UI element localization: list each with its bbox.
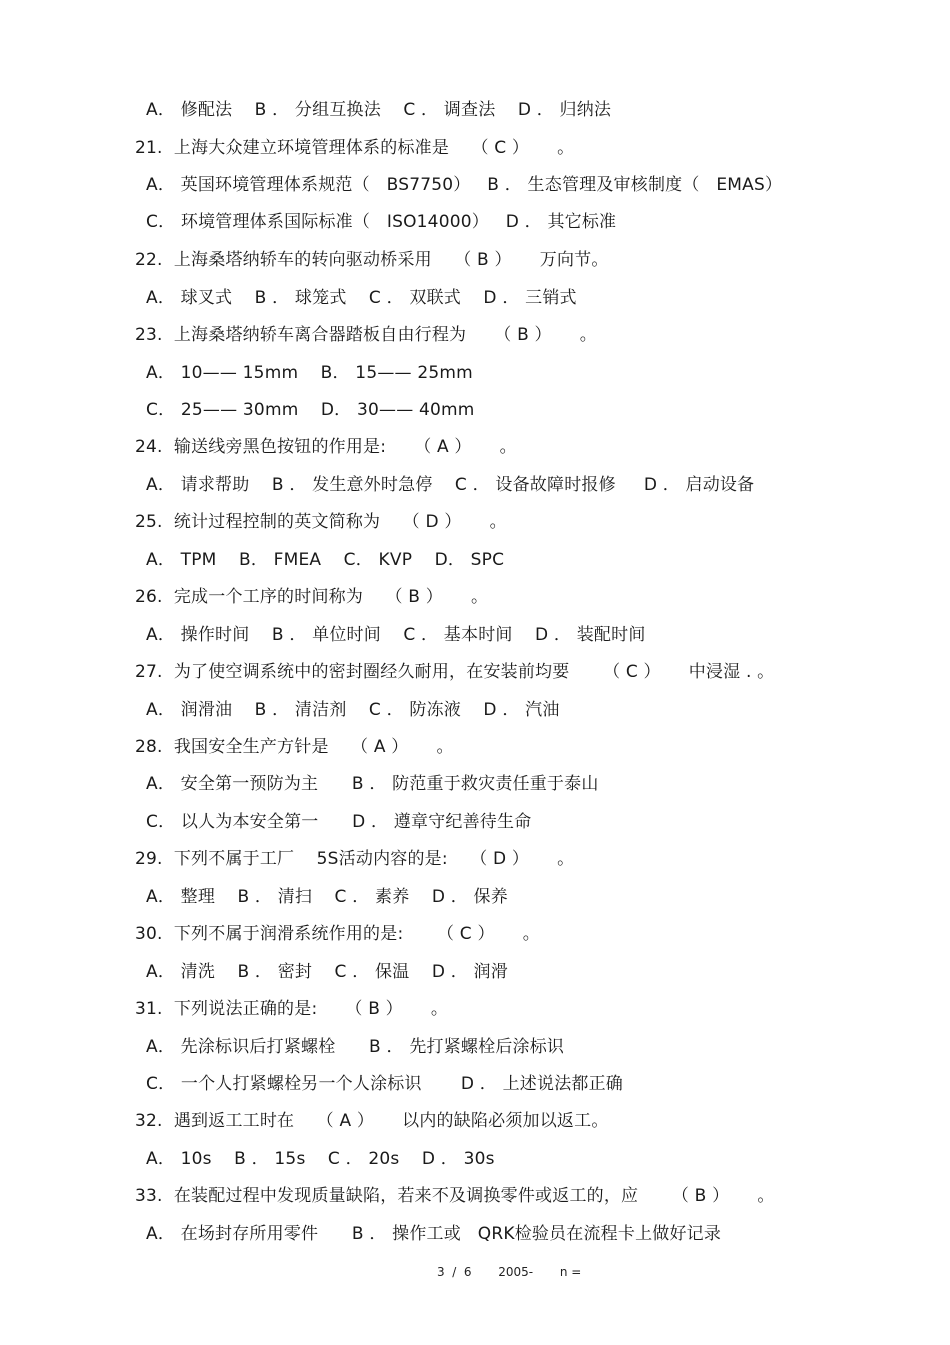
answer-options-21a: A． 英国环境管理体系规范（ BS7750） B ． 生态管理及审核制度（ EMAS） [146,175,783,195]
question-33: 33. 在装配过程中发现质量缺陷，若来不及调换零件或返工的，应 （ B ） 。 [135,1186,775,1206]
answer-options-25: A． TPM B． FMEA C． KVP D． SPC [146,550,505,570]
answer-options-28a: A． 安全第一预防为主 B ． 防范重于救灾责任重于泰山 [146,774,599,794]
answer-options-32: A． 10s B ． 15s C ． 20s D ． 30s [146,1149,495,1169]
answer-options-29: A． 整理 B ． 清扫 C ． 素养 D ． 保养 [146,887,508,907]
answer-options-33: A． 在场封存所用零件 B ． 操作工或 QRK检验员在流程卡上做好记录 [146,1224,722,1244]
answer-options-23b: C． 25—— 30mm D． 30—— 40mm [146,400,475,420]
answer-options-21b: C． 环境管理体系国际标准（ ISO14000） D ． 其它标准 [146,212,617,232]
question-29: 29. 下列不属于工厂 5S活动内容的是: （ D ） 。 [135,849,575,869]
answer-options-20: A． 修配法 B ． 分组互换法 C ． 调查法 D ． 归纳法 [146,100,612,120]
question-28: 28. 我国安全生产方针是 （ A ） 。 [135,737,454,757]
answer-options-22: A． 球叉式 B ． 球笼式 C ． 双联式 D ． 三销式 [146,288,577,308]
answer-options-31b: C． 一个人打紧螺栓另一个人涂标识 D ． 上述说法都正确 [146,1074,623,1094]
question-22: 22. 上海桑塔纳轿车的转向驱动桥采用 （ B ） 万向节。 [135,250,609,270]
question-23: 23. 上海桑塔纳轿车离合器踏板自由行程为 （ B ） 。 [135,325,597,345]
answer-options-28b: C． 以人为本安全第一 D ． 遵章守纪善待生命 [146,812,532,832]
question-24: 24. 输送线旁黑色按钮的作用是: （ A ） 。 [135,437,517,457]
question-21: 21. 上海大众建立环境管理体系的标准是 （ C ） 。 [135,138,575,158]
answer-options-30: A． 清洗 B ． 密封 C ． 保温 D ． 润滑 [146,962,508,982]
answer-options-23a: A． 10—— 15mm B． 15—— 25mm [146,363,473,383]
answer-options-26: A． 操作时间 B ． 单位时间 C ． 基本时间 D ． 装配时间 [146,625,646,645]
page-footer: 3 / 6 2005- n = [437,1265,582,1279]
answer-options-31a: A． 先涂标识后打紧螺栓 B ． 先打紧螺栓后涂标识 [146,1037,565,1057]
question-31: 31. 下列说法正确的是: （ B ） 。 [135,999,449,1019]
question-26: 26. 完成一个工序的时间称为 （ B ） 。 [135,587,489,607]
question-30: 30. 下列不属于润滑系统作用的是: （ C ） 。 [135,924,540,944]
question-32: 32. 遇到返工工时在 （ A ） 以内的缺陷必须加以返工。 [135,1111,609,1131]
question-27: 27. 为了使空调系统中的密封圈经久耐用，在安装前均要 （ C ） 中浸湿 . 。 [135,662,775,682]
question-25: 25. 统计过程控制的英文简称为 （ D ） 。 [135,512,507,532]
answer-options-24: A． 请求帮助 B ． 发生意外时急停 C ． 设备故障时报修 D ． 启动设备 [146,475,755,495]
answer-options-27: A． 润滑油 B ． 清洁剂 C ． 防冻液 D ． 汽油 [146,700,560,720]
